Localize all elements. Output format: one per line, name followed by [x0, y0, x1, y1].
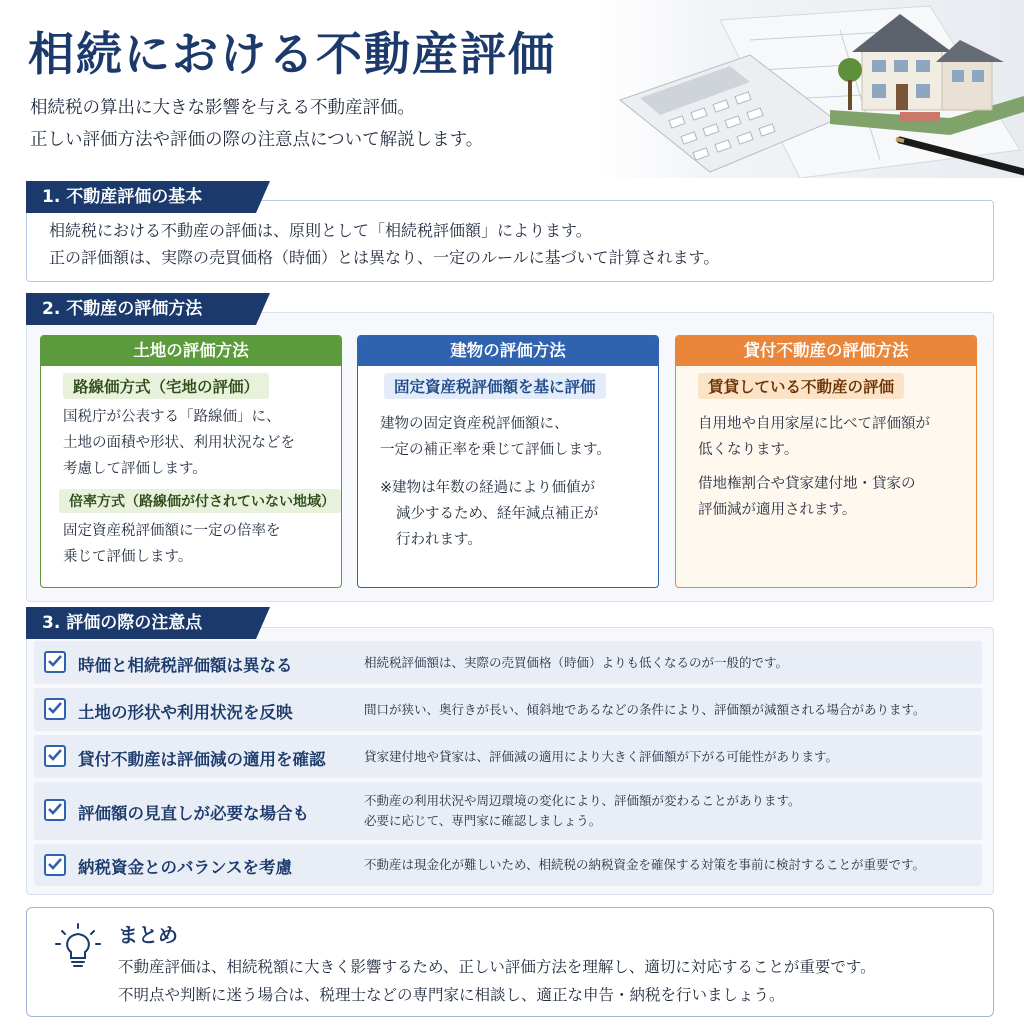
card-text: 評価減が適用されます。: [698, 502, 857, 518]
house-calculator-image: [600, 0, 1024, 178]
summary-line: 不動産評価は、相続税額に大きく影響するため、正しい評価方法を理解し、適切に対応することが重要です。: [118, 958, 876, 976]
rental-valuation-card: [675, 335, 977, 588]
card-text: 乗じて評価します。: [63, 549, 193, 565]
caution-title: 土地の形状や利用状況を反映: [78, 703, 293, 722]
card-note: ※建物は年数の経過により価値が: [380, 480, 596, 496]
caution-title: 時価と相続税評価額は異なる: [78, 656, 293, 675]
method-label: 賃貸している不動産の評価: [698, 373, 904, 399]
caution-desc: 相続税評価額は、実際の売買価格（時価）よりも低くなるのが一般的です。: [364, 655, 789, 670]
method-label: 路線価方式（宅地の評価）: [63, 373, 269, 399]
intro-line: 相続税の算出に大きな影響を与える不動産評価。: [30, 98, 415, 118]
card-title: 貸付不動産の評価方法: [676, 336, 976, 366]
section1-heading: 1. 不動産評価の基本: [26, 181, 256, 213]
page-title: 相続における不動産評価: [28, 27, 556, 81]
checkbox-icon: [44, 854, 66, 876]
caution-item: [34, 641, 982, 684]
caution-title: 評価額の見直しが必要な場合も: [78, 804, 309, 823]
card-text: 自用地や自用家屋に比べて評価額が: [698, 416, 930, 432]
checkbox-icon: [44, 698, 66, 720]
card-text: 固定資産税評価額に一定の倍率を: [63, 523, 281, 539]
summary-text: [118, 953, 876, 1009]
card-text: 借地権割合や貸家建付地・貸家の: [698, 476, 916, 492]
card-text: 低くなります。: [698, 442, 799, 458]
card-text: 考慮して評価します。: [63, 461, 207, 477]
header: [0, 0, 1024, 175]
caution-item: [34, 735, 982, 778]
checkbox-icon: [44, 651, 66, 673]
card-title: 土地の評価方法: [41, 336, 341, 366]
caution-desc: [364, 791, 801, 831]
summary-line: 不明点や判断に迷う場合は、税理士などの専門家に相談し、適正な申告・納税を行いましょう。: [118, 986, 785, 1004]
card-text: 土地の面積や形状、利用状況などを: [63, 435, 295, 451]
caution-item: [34, 782, 982, 840]
card-text: 一定の補正率を乗じて評価します。: [380, 442, 611, 458]
card-text: 建物の固定資産税評価額に、: [380, 416, 569, 432]
card-note: 行われます。: [396, 532, 482, 548]
checkbox-icon: [44, 745, 66, 767]
intro-line: 正しい評価方法や評価の際の注意点について解説します。: [30, 130, 484, 150]
intro-text: [30, 92, 483, 156]
method-label: 倍率方式（路線価が付されていない地域）: [59, 489, 341, 513]
method-label: 固定資産税評価額を基に評価: [384, 373, 606, 399]
section1-line: 正の評価額は、実際の売買価格（時価）とは異なり、一定のルールに基づいて計算されます。: [49, 248, 720, 267]
caution-desc-line: 不動産の利用状況や周辺環境の変化により、評価額が変わることがあります。: [364, 793, 801, 808]
card-note: 減少するため、経年減点補正が: [396, 506, 599, 522]
summary-title: まとめ: [118, 923, 178, 947]
card-title: 建物の評価方法: [358, 336, 658, 366]
caution-desc: 貸家建付地や貸家は、評価減の適用により大きく評価額が下がる可能性があります。: [364, 749, 839, 764]
section3-heading: 3. 評価の際の注意点: [26, 607, 256, 639]
card-text: 国税庁が公表する「路線価」に、: [63, 409, 281, 425]
checkbox-icon: [44, 799, 66, 821]
caution-title: 納税資金とのバランスを考慮: [78, 858, 293, 877]
caution-desc-line: 必要に応じて、専門家に確認しましょう。: [364, 813, 602, 828]
land-valuation-card: [40, 335, 342, 588]
caution-item: [34, 844, 982, 886]
section2-heading: 2. 不動産の評価方法: [26, 293, 256, 325]
building-valuation-card: [357, 335, 659, 588]
lightbulb-icon: [54, 922, 102, 976]
caution-desc: 間口が狭い、奥行きが長い、傾斜地であるなどの条件により、評価額が減額される場合があります。: [364, 702, 926, 717]
caution-item: [34, 688, 982, 731]
caution-title: 貸付不動産は評価減の適用を確認: [78, 750, 326, 769]
caution-desc: 不動産は現金化が難しいため、相続税の納税資金を確保する対策を事前に検討することが重要です。: [364, 857, 926, 872]
section1-line: 相続税における不動産の評価は、原則として「相続税評価額」によります。: [49, 221, 592, 240]
